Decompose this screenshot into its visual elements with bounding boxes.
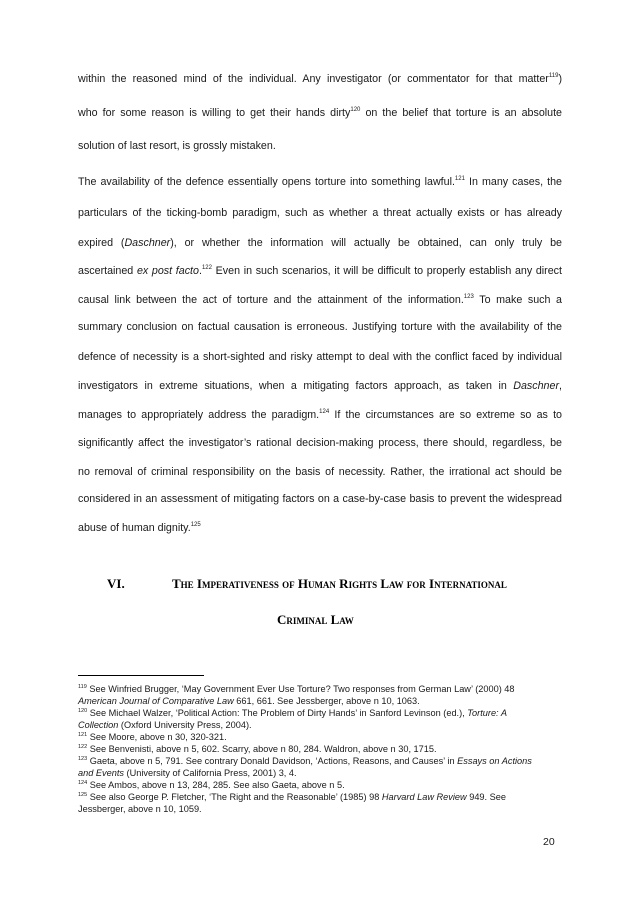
body-line: abuse of human dignity.$^{125}$ [78, 522, 201, 534]
body-line: considered in an assessment of mitigating factors on a case-by-case basis to prevent the widespread [78, 493, 562, 505]
footnote-125-cont: Jessberger, above n 10, 1059. [78, 804, 202, 814]
footnote-ref-125[interactable]: 125 [190, 522, 201, 528]
footnote-separator [78, 675, 204, 676]
body-line: who for some reason is willing to get their hands dirty$^{120}$ on the belief that torture is an absolute [78, 107, 563, 119]
section-number: VI. [107, 576, 125, 591]
footnote-123-cont: and Events (University of California Press, 2001) 3, 4. [78, 768, 297, 778]
body-line: no removal of criminal responsibility on the basis of necessity. Rather, the irrational act should be [78, 466, 562, 478]
body-line: The availability of the defence essentially opens torture into something lawful.$^{121}$ In many cases, the [78, 176, 562, 188]
body-line: significantly affect the investigator’s rational decision-making process, there should, regardless, be [78, 437, 562, 449]
footnote-122: $^{122}$ See Benvenisti, above n 5, 602. Scarry, above n 80, 284. Waldron, above n 30, 1715. [78, 744, 437, 754]
footnote-ref-119[interactable]: 119 [548, 73, 559, 79]
footnote-ref-124[interactable]: 124 [319, 409, 330, 415]
body-line: defence of necessity is a short-sighted and risky attempt to deal with the conflict faced by individual [78, 351, 562, 363]
section-title-line-2: Criminal Law [277, 612, 354, 627]
footnote-124: $^{124}$ See Ambos, above n 13, 284, 285. See also Gaeta, above n 5. [78, 780, 345, 790]
footnote-ref-120[interactable]: 120 [350, 107, 361, 113]
footnote-125: $^{125}$ See also George P. Fletcher, ‘The Right and the Reasonable’ (1985) 98 Harvard Law Review 949. See [78, 792, 506, 802]
body-line: particulars of the ticking-bomb paradigm, such as whether a threat actually exists or has already [78, 207, 562, 219]
footnote-121: $^{121}$ See Moore, above n 30, 320-321. [78, 732, 227, 742]
body-line: causal link between the act of torture and the attainment of the information.$^{123}$ To make such a [78, 294, 563, 306]
latin-term: ex post facto [136, 265, 199, 277]
body-line: solution of last resort, is grossly mistaken. [78, 140, 276, 152]
footnote-ref-122[interactable]: 122 [201, 265, 212, 271]
body-line: manages to appropriately address the paradigm.$^{124}$ If the circumstances are so extreme so as to [78, 409, 562, 421]
footnote-120-cont: Collection (Oxford University Press, 2004). [78, 720, 252, 730]
body-line: investigators in extreme situations, when a mitigating factors approach, as taken in Daschner, [78, 380, 562, 392]
footnote-120: $^{120}$ See Michael Walzer, ‘Political Action: The Problem of Dirty Hands’ in Sanford Levinson (ed.), Torture: A [78, 708, 507, 718]
page-number: 20 [543, 836, 555, 848]
footnote-ref-121[interactable]: 121 [454, 176, 465, 182]
body-line: within the reasoned mind of the individual. Any investigator (or commentator for that matter$^{119}$) [78, 73, 562, 85]
body-line: ascertained ex post facto.$^{122}$ Even in such scenarios, it will be difficult to properly establish any direct [78, 265, 562, 277]
footnote-119-cont: American Journal of Comparative Law 661, 661. See Jessberger, above n 10, 1063. [78, 696, 420, 706]
section-title-line-1: The Imperativeness of Human Rights Law for International [172, 576, 507, 591]
body-line: summary conclusion on factual causation is erroneous. Justifying torture with the availability of the [78, 321, 562, 333]
body-line: expired (Daschner), or whether the information will actually be obtained, can only truly be [78, 237, 562, 249]
footnote-119: $^{119}$ See Winfried Brugger, ‘May Government Ever Use Torture? Two responses from German Law’ (2000) 48 [78, 684, 515, 694]
case-name: Daschner [513, 380, 560, 392]
footnote-ref-123[interactable]: 123 [463, 294, 474, 300]
case-name: Daschner [124, 237, 171, 249]
footnote-123: $^{123}$ Gaeta, above n 5, 791. See contrary Donald Davidson, ‘Actions, Reasons, and Causes’ in Essays on Actions [78, 756, 532, 766]
